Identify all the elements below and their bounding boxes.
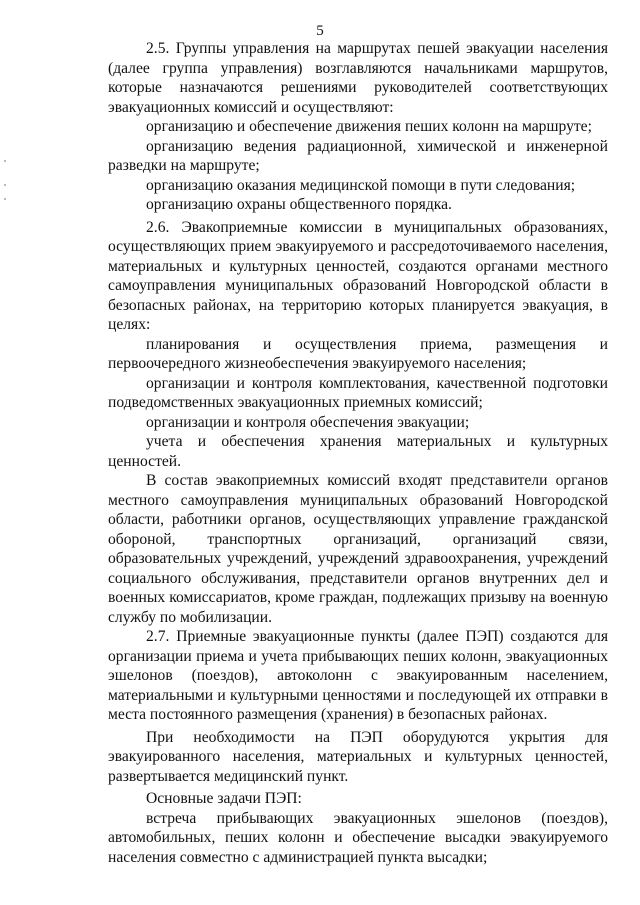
- list-item: организации и контроля обеспечения эвакуации;: [146, 413, 470, 431]
- list-item: организацию охраны общественного порядка.: [146, 196, 452, 213]
- list-item: планирования и осуществления приема, размещения и первоочередного жизнеобеспечения эвакуируемого населения;: [108, 335, 608, 372]
- margin-mark: [4, 160, 6, 162]
- document-body: [108, 39, 608, 867]
- margin-mark: [4, 184, 6, 186]
- list-item: организацию оказания медицинской помощи в пути следования;: [146, 176, 576, 194]
- list-item: организации и контроля комплектования, качественной подготовки подведомственных эвакуационных приемных комиссий;: [108, 374, 608, 411]
- paragraph-pep-tasks-heading: Основные задачи ПЭП:: [146, 790, 302, 807]
- margin-mark: [4, 198, 6, 200]
- list-item: встреча прибывающих эвакуационных эшелонов (поездов), автомобильных, пеших колонн и обеспечение высадки эвакуируемого населения совместно с администрацией пункта высадки;: [108, 809, 608, 866]
- list-item: учета и обеспечения хранения материальных и культурных ценностей.: [108, 433, 608, 470]
- list-item: организацию ведения радиационной, химической и инженерной разведки на маршруте;: [108, 137, 608, 174]
- paragraph-commission-composition: В состав эвакоприемных комиссий входят представители органов местного самоуправления муниципальных образований Новгородской области, работники органов, осуществляющих управление гражданской обороной, транспортных организаций, организаций связи, образовательных учреждений, учреждений здравоохранения, учреждений социального обслуживания, представители органов внутренних дел и военных комиссариатов, кроме граждан, подлежащих призыву на военную службу по мобилизации.: [108, 472, 608, 626]
- list-item: организацию и обеспечение движения пеших колонн на маршруте;: [146, 118, 592, 135]
- paragraph-2-5: 2.5. Группы управления на маршрутах пешей эвакуации населения (далее группа управления) возглавляются начальниками маршрутов, которые назначаются решениями руководителей соответствующих эвакуационных комиссий и осуществляют:: [108, 40, 608, 116]
- paragraph-pep-shelters: При необходимости на ПЭП оборудуются укрытия для эвакуированного населения, материальных и культурных ценностей, развертывается медицинский пункт.: [108, 728, 608, 785]
- page-number: 5: [316, 23, 324, 39]
- paragraph-2-6: 2.6. Эвакоприемные комиссии в муниципальных образованиях, осуществляющих прием эвакуируемого и рассредоточиваемого населения, материальных и культурных ценностей, создаются органами местного самоуправления муниципальных образований Новгородской области в безопасных районах, на территорию которых планируется эвакуация, в целях:: [108, 218, 608, 333]
- paragraph-2-7: 2.7. Приемные эвакуационные пункты (далее ПЭП) создаются для организации приема и учета прибывающих пеших колонн, эвакуационных эшелонов (поездов), автоколонн с эвакуированным населением, материальными и культурными ценностями и последующей их отправки в места постоянного размещения (хранения) в безопасных районах.: [108, 628, 608, 723]
